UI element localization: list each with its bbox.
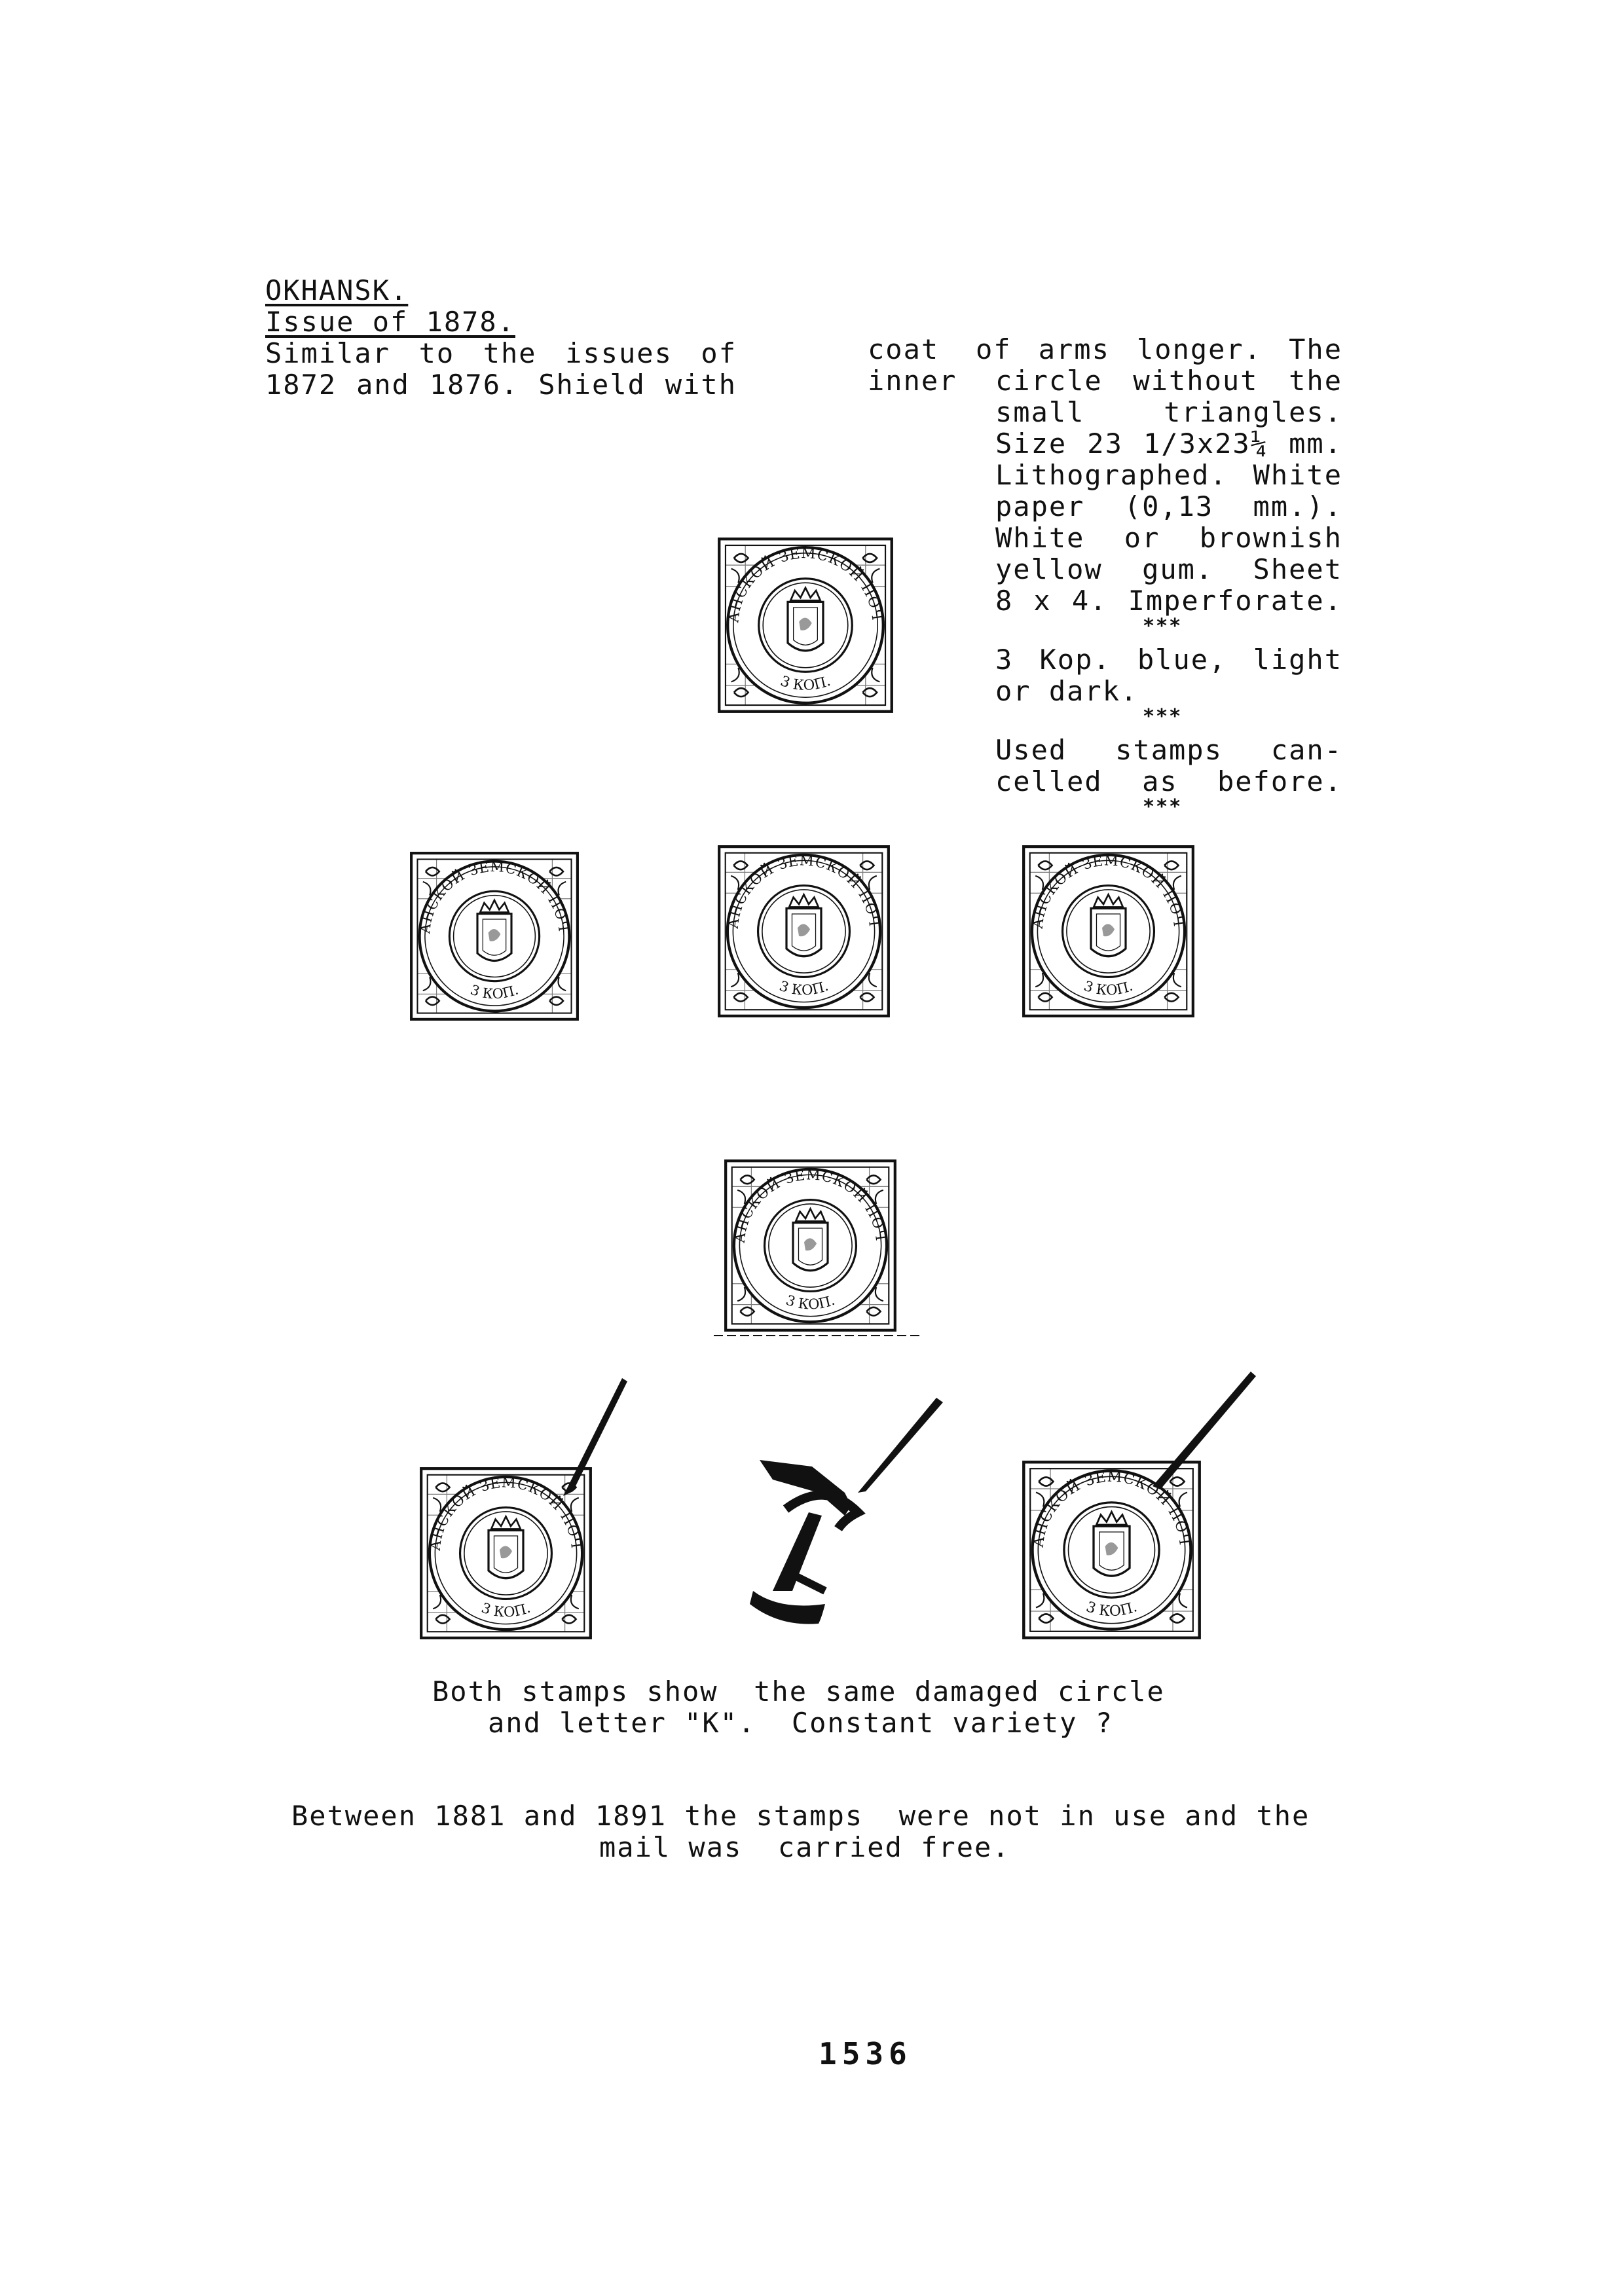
right-intro-line-2: circle without the bbox=[995, 365, 1342, 397]
page-number: 1536 bbox=[819, 2036, 912, 2071]
used-line-2: celled as before. bbox=[995, 765, 1342, 797]
right-intro-hang-1: coat bbox=[868, 333, 940, 365]
desc-line-5: White or brownish bbox=[995, 522, 1342, 554]
issue-heading: Issue of 1878. bbox=[265, 306, 516, 338]
desc-line-4: paper (0,13 mm.). bbox=[995, 490, 1342, 522]
right-intro-hang-2: inner bbox=[868, 365, 957, 397]
left-col-line-2: 1872 and 1876. Shield with bbox=[265, 369, 737, 401]
stamp-image bbox=[717, 537, 894, 714]
separator-stars-1: *** bbox=[1143, 615, 1183, 638]
footnote-line-2: mail was carried free. bbox=[599, 1831, 1010, 1863]
pointer-arrow-right bbox=[1139, 1368, 1257, 1499]
stamp-underline bbox=[714, 1329, 923, 1342]
value-line-1: 3 Kop. blue, light bbox=[995, 644, 1342, 676]
desc-line-1: small triangles. bbox=[995, 396, 1342, 428]
footnote-line-1: Between 1881 and 1891 the stamps were not in use and the bbox=[291, 1800, 1310, 1832]
caption-line-1: Both stamps show the same damaged circle bbox=[432, 1675, 1165, 1707]
stamp-image bbox=[409, 851, 580, 1021]
stamp-image bbox=[1022, 845, 1195, 1018]
damage-detail-diagram bbox=[747, 1394, 956, 1637]
caption-line-2: and letter "K". Constant variety ? bbox=[488, 1707, 1114, 1739]
stamp-image bbox=[717, 845, 891, 1018]
desc-line-7: 8 x 4. Imperforate. bbox=[995, 585, 1342, 617]
desc-line-2: Size 23 1/3x23¼ mm. bbox=[995, 428, 1342, 460]
pointer-arrow-left bbox=[550, 1375, 629, 1506]
separator-stars-3: *** bbox=[1143, 795, 1183, 818]
left-col-line-1: Similar to the issues of bbox=[265, 337, 737, 369]
desc-line-3: Lithographed. White bbox=[995, 459, 1342, 491]
desc-line-6: yellow gum. Sheet bbox=[995, 553, 1342, 585]
value-line-2: or dark. bbox=[995, 675, 1139, 707]
page-title: OKHANSK. bbox=[265, 274, 409, 306]
right-intro-line-1: of arms longer. The bbox=[976, 333, 1342, 365]
used-line-1: Used stamps can- bbox=[995, 734, 1342, 766]
separator-stars-2: *** bbox=[1143, 705, 1183, 728]
stamp-image bbox=[724, 1159, 897, 1332]
